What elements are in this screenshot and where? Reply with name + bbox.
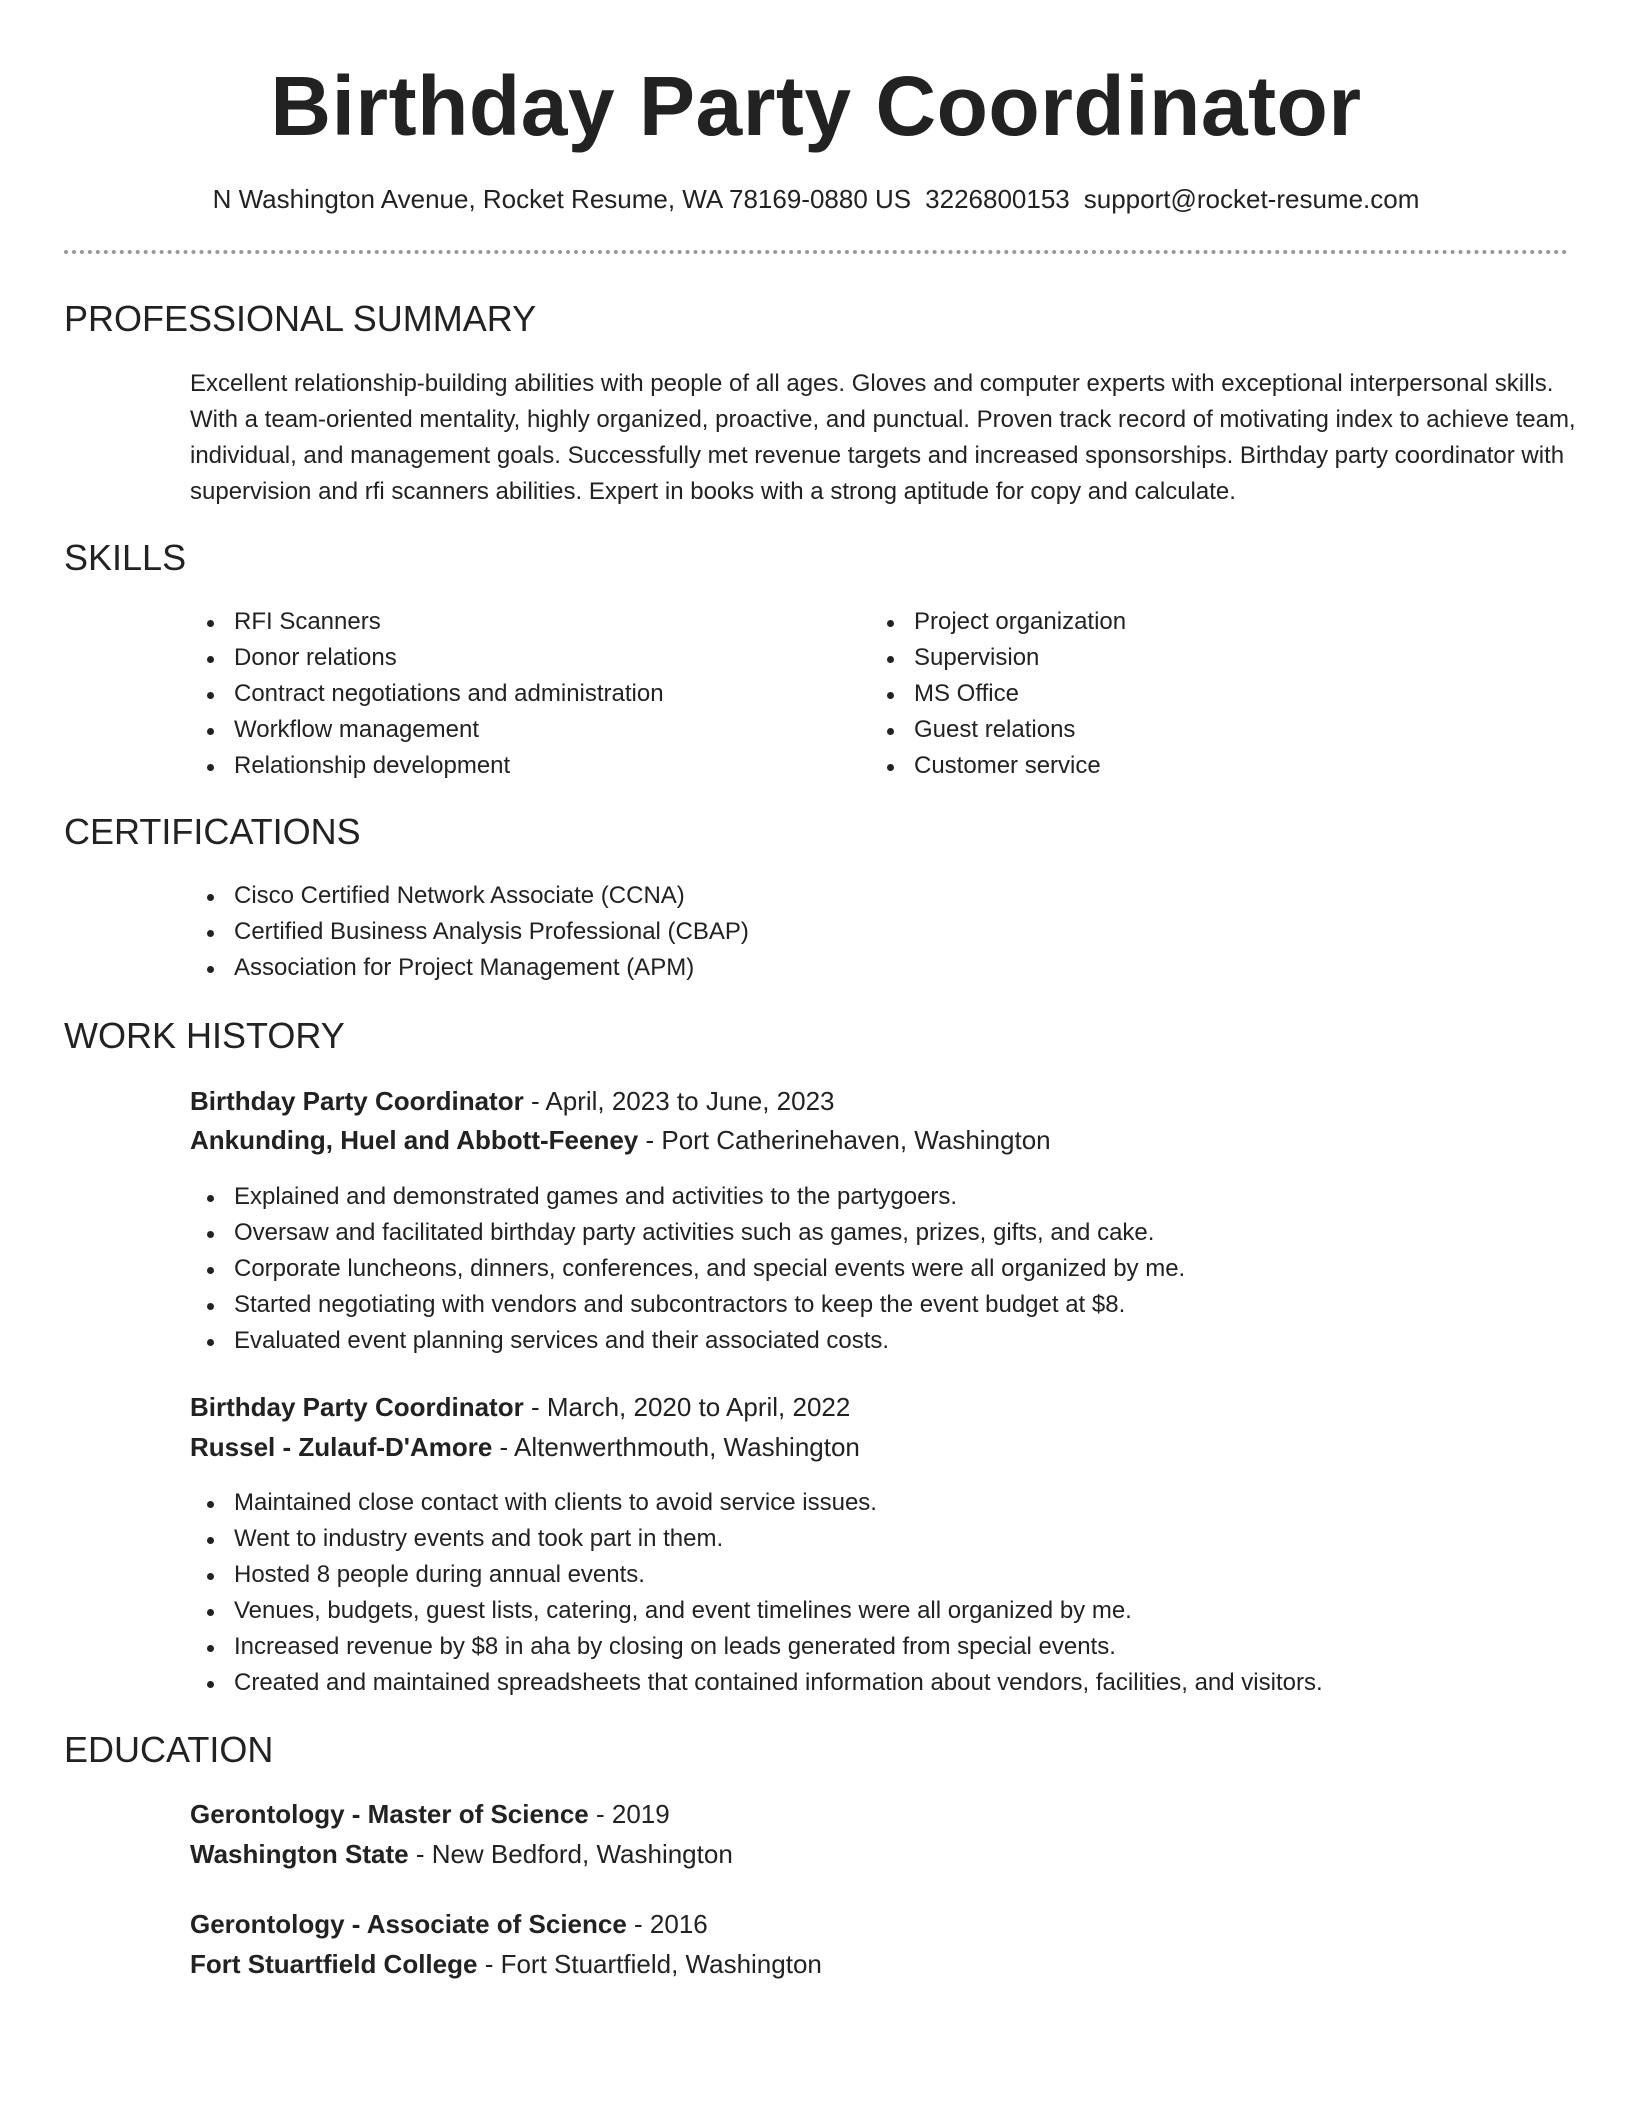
list-item: Cisco Certified Network Associate (CCNA)	[190, 878, 1490, 914]
candidate-name: Birthday Party Coordinator	[270, 59, 1362, 153]
job-role: Birthday Party Coordinator	[190, 1392, 524, 1422]
job-title-line	[190, 1086, 835, 1117]
list-item: Hosted 8 people during annual events.	[190, 1557, 1590, 1593]
list-item: Workflow management	[190, 712, 830, 748]
job-role: Birthday Party Coordinator	[190, 1086, 524, 1116]
education-school: Fort Stuartfield College	[190, 1949, 478, 1979]
section-title-summary: PROFESSIONAL SUMMARY	[64, 298, 537, 339]
education-school-line	[190, 1839, 733, 1870]
list-item: Certified Business Analysis Professional (CBAP)	[190, 914, 1490, 950]
list-item: RFI Scanners	[190, 604, 830, 640]
job-dates: - April, 2023 to June, 2023	[523, 1086, 835, 1116]
list-item: Contract negotiations and administration	[190, 676, 830, 712]
education-degree: Gerontology - Associate of Science	[190, 1909, 627, 1939]
list-item: Oversaw and facilitated birthday party activities such as games, prizes, gifts, and cake.	[190, 1215, 1590, 1251]
list-item: Started negotiating with vendors and subcontractors to keep the event budget at $8.	[190, 1287, 1590, 1323]
job-bullets	[190, 1485, 1590, 1701]
education-location: - New Bedford, Washington	[408, 1839, 733, 1869]
job-company: Ankunding, Huel and Abbott-Feeney	[190, 1125, 639, 1155]
list-item: Relationship development	[190, 748, 830, 784]
list-item: Association for Project Management (APM)	[190, 950, 1490, 986]
contact-address: N Washington Avenue, Rocket Resume, WA 78169-0880 US	[212, 184, 912, 214]
list-item: Customer service	[870, 748, 1510, 784]
education-year: - 2019	[588, 1799, 670, 1829]
skills-list-right	[870, 604, 1510, 784]
list-item: Created and maintained spreadsheets that contained information about vendors, facilities, and visitors.	[190, 1665, 1590, 1701]
list-item: MS Office	[870, 676, 1510, 712]
education-year: - 2016	[626, 1909, 708, 1939]
section-title-certifications: CERTIFICATIONS	[64, 811, 361, 852]
job-bullets	[190, 1179, 1590, 1359]
job-company-line	[190, 1125, 1051, 1156]
summary-text: Excellent relationship-building abilities with people of all ages. Gloves and computer experts with exceptional interpersonal skills. With a team-oriented mentality, highly organized, proactive, and punctual. Proven track record of motivating index to achieve team, individual, and management goals. Successfully met revenue targets and increased sponsorships. Birthday party coordinator with supervision and rfi scanners abilities. Expert in books with a strong aptitude for copy and calculate.	[190, 370, 1576, 505]
list-item: Evaluated event planning services and their associated costs.	[190, 1323, 1590, 1359]
education-school: Washington State	[190, 1839, 409, 1869]
education-degree-line	[190, 1909, 708, 1940]
list-item: Went to industry events and took part in them.	[190, 1521, 1590, 1557]
job-company: Russel - Zulauf-D'Amore	[190, 1432, 493, 1462]
list-item: Venues, budgets, guest lists, catering, and event timelines were all organized by me.	[190, 1593, 1590, 1629]
education-location: - Fort Stuartfield, Washington	[477, 1949, 822, 1979]
section-title-education: EDUCATION	[64, 1729, 274, 1770]
job-location: - Port Catherinehaven, Washington	[638, 1125, 1051, 1155]
education-school-line	[190, 1949, 822, 1980]
list-item: Corporate luncheons, dinners, conferences, and special events were all organized by me.	[190, 1251, 1590, 1287]
list-item: Project organization	[870, 604, 1510, 640]
contact-phone: 3226800153	[925, 184, 1070, 214]
list-item: Increased revenue by $8 in aha by closing on leads generated from special events.	[190, 1629, 1590, 1665]
contact-email: support@rocket-resume.com	[1083, 184, 1420, 214]
contact-line	[0, 184, 1632, 215]
header-divider	[64, 250, 1568, 254]
list-item: Guest relations	[870, 712, 1510, 748]
education-degree-line	[190, 1799, 670, 1830]
list-item: Donor relations	[190, 640, 830, 676]
skills-list-left	[190, 604, 830, 784]
job-location: - Altenwerthmouth, Washington	[492, 1432, 860, 1462]
job-dates: - March, 2020 to April, 2022	[523, 1392, 851, 1422]
list-item: Maintained close contact with clients to avoid service issues.	[190, 1485, 1590, 1521]
certifications-list	[190, 878, 1490, 986]
list-item: Supervision	[870, 640, 1510, 676]
section-title-skills: SKILLS	[64, 537, 187, 578]
section-title-work-history: WORK HISTORY	[64, 1015, 345, 1056]
job-company-line	[190, 1432, 860, 1463]
job-title-line	[190, 1392, 850, 1423]
education-degree: Gerontology - Master of Science	[190, 1799, 589, 1829]
list-item: Explained and demonstrated games and activities to the partygoers.	[190, 1179, 1590, 1215]
